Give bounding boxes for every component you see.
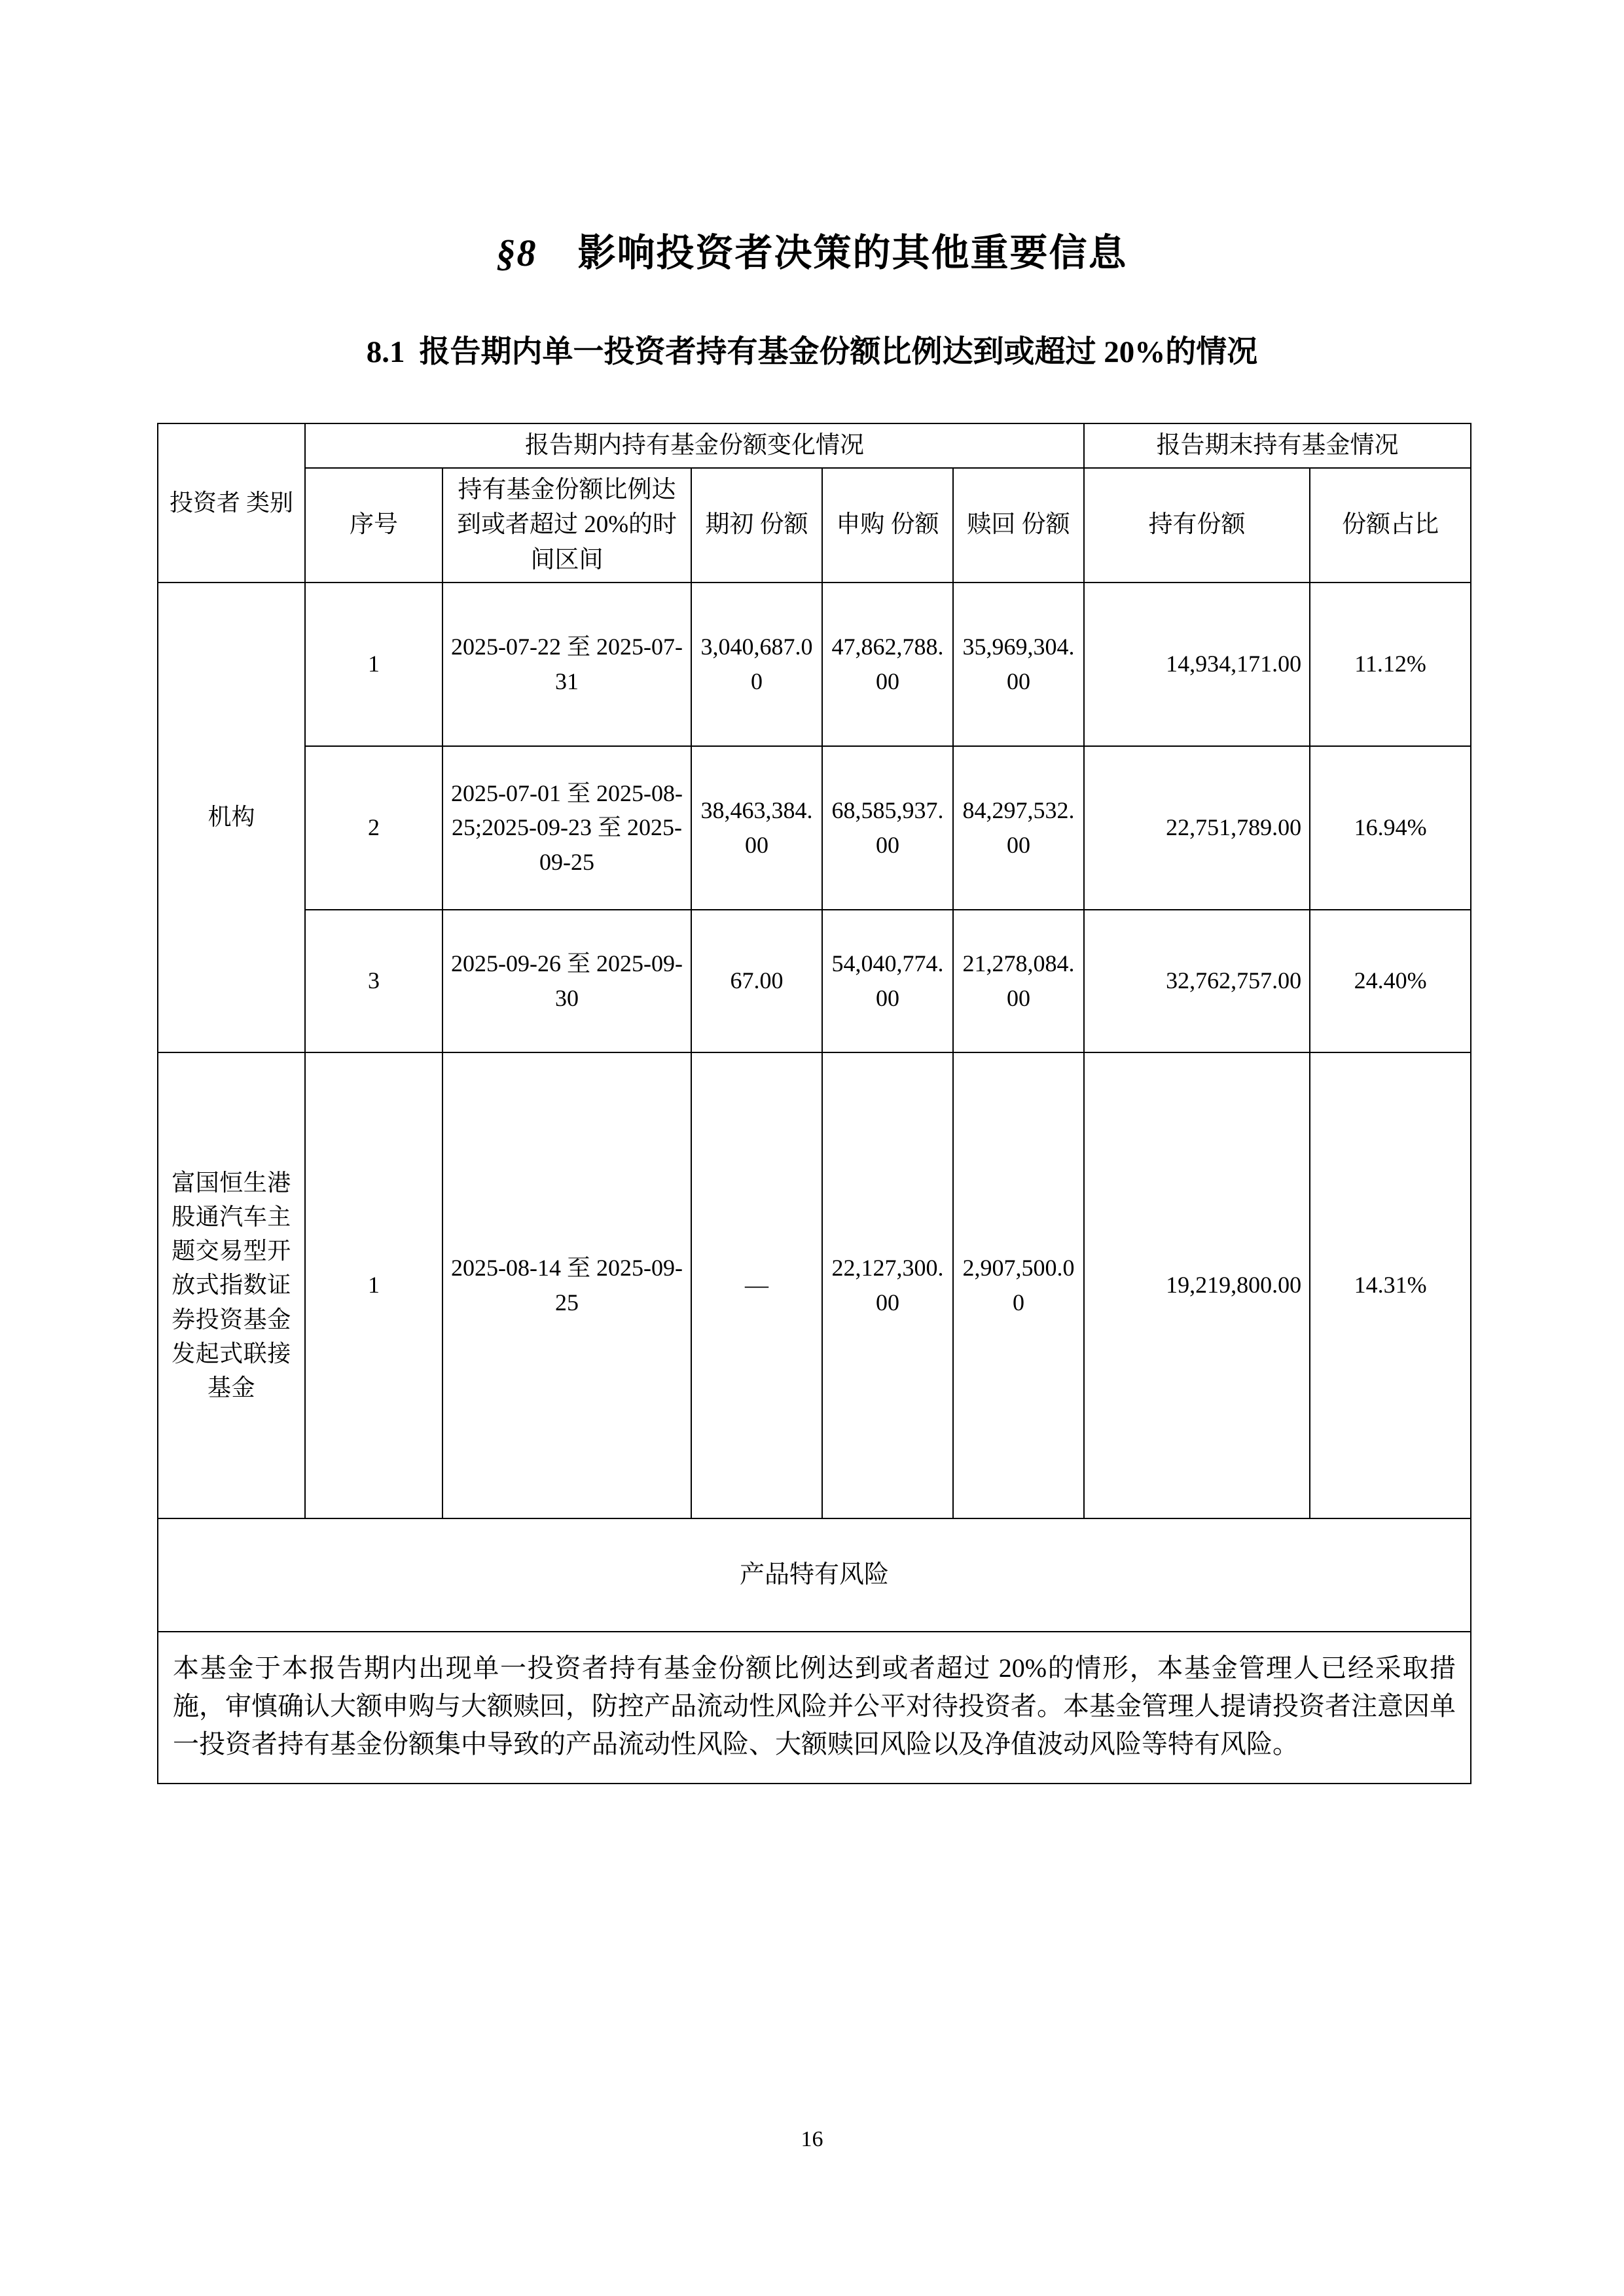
header-group-during-period: 报告期内持有基金份额变化情况 [305,423,1084,468]
risk-section-body [158,1632,1471,1784]
cell-period-range: 2025-07-01 至 2025-08-25;2025-09-23 至 2025-09-25 [442,746,691,910]
page-number: 16 [801,2127,823,2151]
cell-period-range: 2025-08-14 至 2025-09-25 [442,1052,691,1518]
risk-body-row [158,1632,1471,1784]
table-column-header-row [158,468,1471,583]
subsection-heading [0,334,1624,370]
cell-subscribe-shares: 22,127,300.00 [822,1052,953,1518]
cell-seq: 2 [305,746,442,910]
table-row [158,910,1471,1052]
cell-begin-shares: 67.00 [691,910,822,1052]
cell-investor-type-feeder-fund: 富国恒生港股通汽车主题交易型开放式指数证券投资基金发起式联接基金 [158,1052,305,1518]
section-mark: §8 [496,232,537,274]
cell-subscribe-shares: 68,585,937.00 [822,746,953,910]
cell-seq: 1 [305,583,442,746]
cell-begin-shares: 38,463,384.00 [691,746,822,910]
cell-subscribe-shares: 47,862,788.00 [822,583,953,746]
cell-held-shares [1084,746,1310,910]
cell-investor-type-institution: 机构 [158,583,305,1052]
cell-redeem-shares: 2,907,500.00 [953,1052,1084,1518]
risk-heading-row [158,1518,1471,1632]
cell-period-range: 2025-07-22 至 2025-07-31 [442,583,691,746]
cell-period-range: 2025-09-26 至 2025-09-30 [442,910,691,1052]
header-begin-shares: 期初 份额 [691,468,822,583]
shareholder-table [157,423,1471,1784]
cell-redeem-shares: 21,278,084.00 [953,910,1084,1052]
header-subscribe-shares: 申购 份额 [822,468,953,583]
cell-held-shares-value: 32,762,757.00 [1166,967,1302,994]
cell-held-shares [1084,910,1310,1052]
header-period-range: 持有基金份额比例达到或者超过 20%的时间区间 [442,468,691,583]
cell-share-ratio: 16.94% [1310,746,1471,910]
cell-held-shares-value: 22,751,789.00 [1166,814,1302,841]
cell-held-shares-value: 14,934,171.00 [1166,651,1302,677]
subsection-title-text: 报告期内单一投资者持有基金份额比例达到或超过 20%的情况 [419,335,1258,369]
cell-seq: 3 [305,910,442,1052]
header-seq: 序号 [305,468,442,583]
cell-held-shares [1084,1052,1310,1518]
cell-begin-shares: 3,040,687.00 [691,583,822,746]
table-row [158,746,1471,910]
header-share-ratio: 份额占比 [1310,468,1471,583]
risk-section-body-text: 本基金于本报告期内出现单一投资者持有基金份额比例达到或者超过 20%的情形，本基金管理人已经采取措施，审慎确认大额申购与大额赎回，防控产品流动性风险并公平对待投资者。本基金管理人提请投资者注意因单一投资者持有基金份额集中导致的产品流动性风险、大额赎回风险以及净值波动风险等特有风险。 [173,1653,1456,1759]
risk-section-heading: 产品特有风险 [158,1518,1471,1632]
table-group-header-row [158,423,1471,468]
subsection-number: 8.1 [366,335,405,369]
table-row [158,583,1471,746]
page-title [0,230,1624,276]
shareholder-table-wrapper [157,423,1470,1784]
cell-begin-shares: — [691,1052,822,1518]
table-row [158,1052,1471,1518]
cell-share-ratio: 14.31% [1310,1052,1471,1518]
section-title-text: 影响投资者决策的其他重要信息 [577,232,1128,274]
cell-share-ratio: 11.12% [1310,583,1471,746]
cell-redeem-shares: 35,969,304.00 [953,583,1084,746]
cell-held-shares-value: 19,219,800.00 [1166,1272,1302,1299]
cell-held-shares [1084,583,1310,746]
header-held-shares: 持有份额 [1084,468,1310,583]
cell-redeem-shares: 84,297,532.00 [953,746,1084,910]
header-redeem-shares: 赎回 份额 [953,468,1084,583]
header-group-end-of-period: 报告期末持有基金情况 [1084,423,1471,468]
cell-share-ratio: 24.40% [1310,910,1471,1052]
cell-seq: 1 [305,1052,442,1518]
cell-subscribe-shares: 54,040,774.00 [822,910,953,1052]
header-investor-type: 投资者 类别 [158,423,305,583]
